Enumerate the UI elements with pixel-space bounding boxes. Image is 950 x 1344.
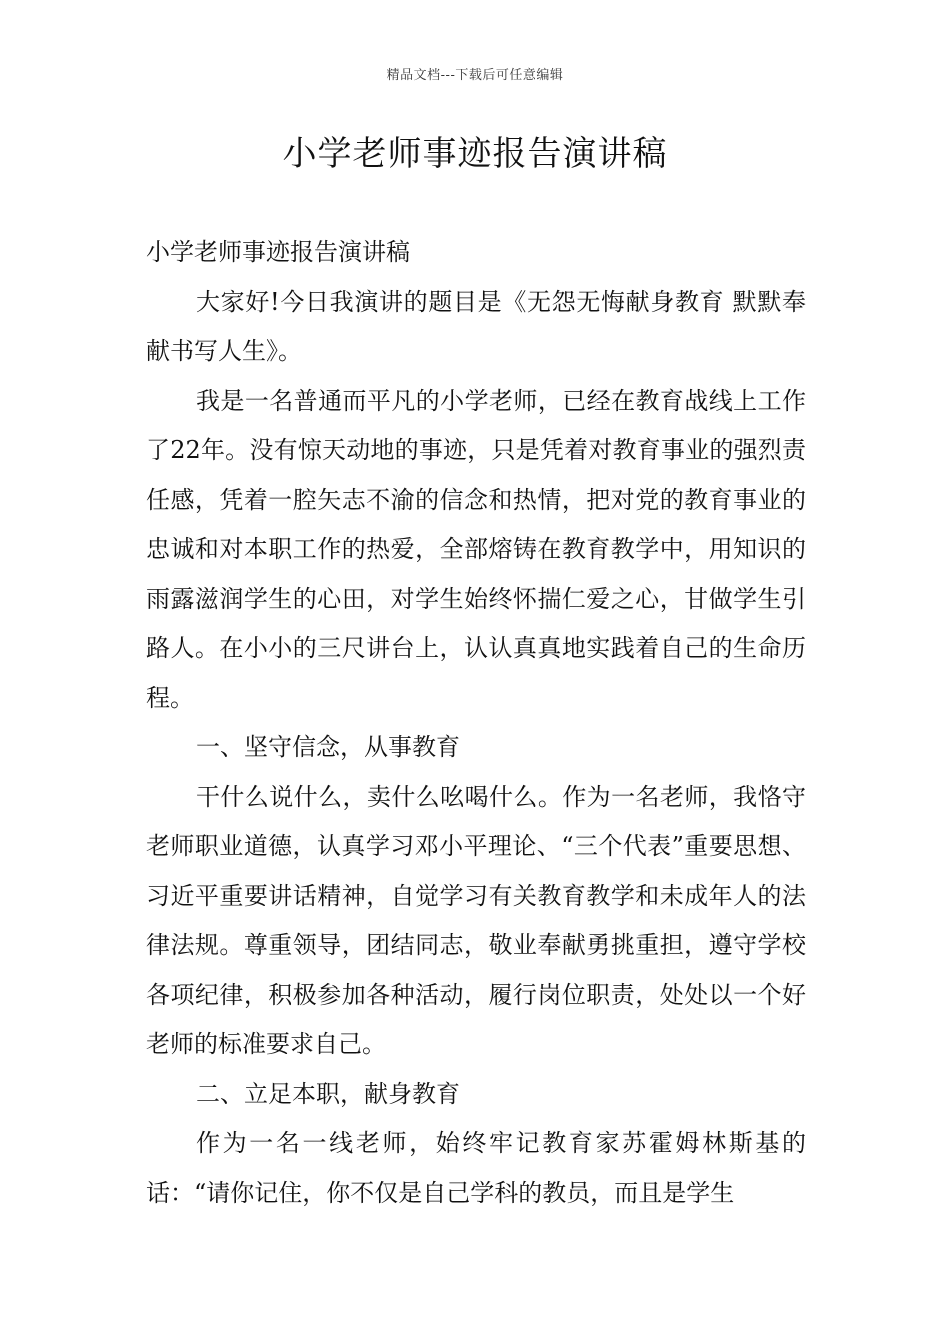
paragraph-introduction: 我是一名普通而平凡的小学老师，已经在教育战线上工作了22年。没有惊天动地的事迹，只是凭着对教育事业的强烈责任感，凭着一腔矢志不渝的信念和热情，把对党的教育事业的忠诚和对本职工作的热爱，全部熔铸在教育教学中，用知识的雨露滋润学生的心田，对学生始终怀揣仁爱之心，甘做学生引路人。在小小的三尺讲台上，认认真真地实践着自己的生命历程。 [146, 386, 806, 712]
section-heading-2: 二、立足本职，献身教育 [196, 1079, 460, 1108]
section-heading-1: 一、坚守信念，从事教育 [196, 733, 460, 761]
paragraph-greeting: 大家好!今日我演讲的题目是《无怨无悔献身教育 默默奉献书写人生》。 [146, 287, 806, 365]
document-title: 小学老师事迹报告演讲稿 [282, 134, 668, 174]
document-body [146, 228, 806, 1218]
document-subtitle: 小学老师事迹报告演讲稿 [146, 238, 410, 266]
header-note: 精品文档---下载后可任意编辑 [386, 68, 564, 83]
paragraph-section-1: 干什么说什么，卖什么吆喝什么。作为一名老师，我恪守老师职业道德，认真学习邓小平理论、“三个代表”重要思想、习近平重要讲话精神，自觉学习有关教育教学和未成年人的法律法规。尊重领导，团结同志，敬业奉献勇挑重担，遵守学校各项纪律，积极参加各种活动，履行岗位职责，处处以一个好老师的标准要求自己。 [146, 782, 806, 1058]
paragraph-section-2: 作为一名一线老师，始终牢记教育家苏霍姆林斯基的话：“请你记住，你不仅是自己学科的教员，而且是学生 [146, 1129, 806, 1207]
